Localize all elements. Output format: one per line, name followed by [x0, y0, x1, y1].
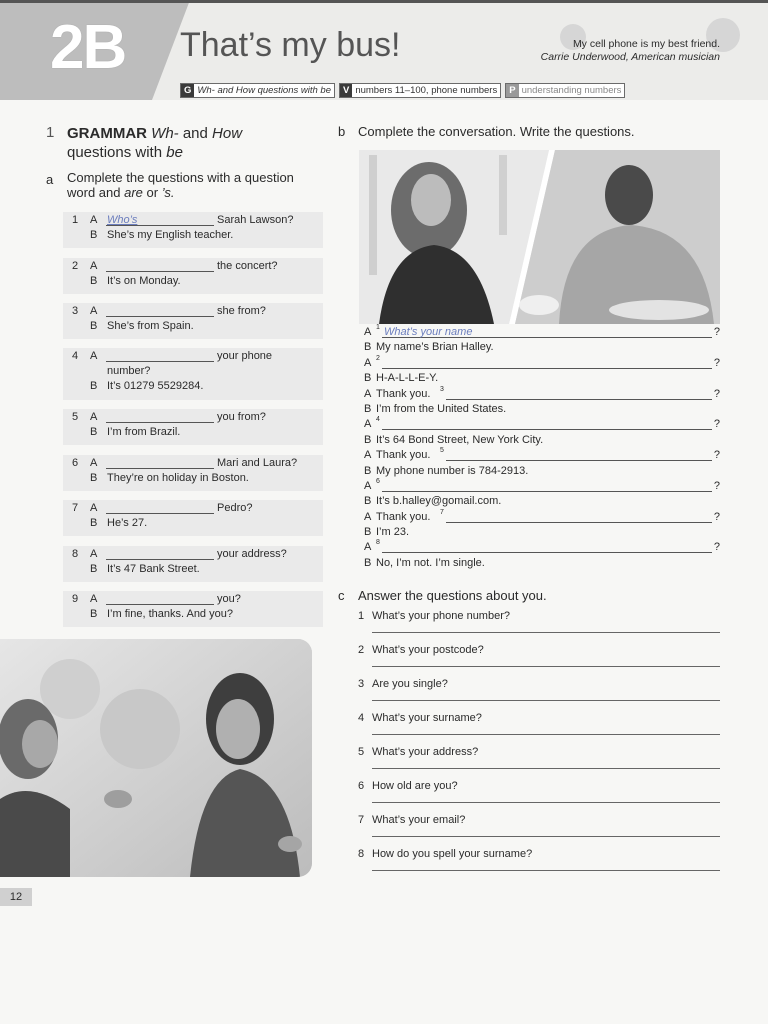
line-text: No, I’m not. I’m single.	[376, 556, 485, 569]
answer-blank[interactable]	[106, 349, 214, 362]
speaker: A	[364, 387, 372, 400]
answer-blank[interactable]	[446, 388, 712, 400]
tag-value: numbers 11–100, phone numbers	[355, 85, 498, 96]
answer-line[interactable]	[372, 768, 720, 769]
speaker: B	[364, 372, 372, 385]
question-number: 8	[376, 539, 380, 547]
conversation-line	[358, 526, 720, 541]
answer-blank[interactable]	[106, 456, 214, 469]
page-title: That’s my bus!	[180, 26, 401, 64]
line-text: Thank you.	[376, 387, 431, 400]
photo-two-women	[0, 639, 312, 877]
page-number: 12	[0, 888, 32, 906]
speaker: B	[364, 464, 372, 477]
question-text: she from?	[217, 305, 266, 317]
response-text: I’m fine, thanks. And you?	[107, 608, 233, 620]
conversation-line	[358, 477, 720, 495]
item-number: 3	[72, 305, 79, 317]
question-number: 7	[358, 814, 365, 826]
answer-blank[interactable]	[106, 259, 214, 272]
line-text: Thank you.	[376, 449, 431, 462]
answer-question	[358, 780, 720, 814]
exercise-item: 9 A you? B I’m fine, thanks. And you?	[72, 593, 241, 620]
question-number: 2	[376, 354, 380, 362]
item-number: 2	[72, 260, 79, 272]
exercise-item: 4 A your phone number? B It’s 01279 5529284.	[72, 350, 273, 392]
line-text: My phone number is 784-2913.	[376, 464, 529, 477]
heading-italic: Wh-	[151, 125, 179, 142]
item-number: 1	[72, 214, 79, 226]
question-text: What’s your postcode?	[372, 644, 484, 656]
question-text: your phone	[217, 350, 273, 362]
heading-text: questions with	[67, 144, 163, 161]
question-number: 6	[358, 780, 365, 792]
line-text: H-A-L-L-E-Y.	[376, 372, 439, 385]
conversation-line	[358, 449, 720, 464]
tag-key: G	[181, 84, 194, 97]
exercise-item: 2 A the concert? B It’s on Monday.	[72, 260, 278, 287]
response-text: She’s from Spain.	[107, 320, 194, 332]
answer-line[interactable]	[372, 802, 720, 803]
line-text: Thank you.	[376, 510, 431, 523]
speaker: B	[364, 402, 372, 415]
conversation-line	[358, 372, 720, 387]
question-mark: ?	[713, 541, 720, 554]
part-b-instruction: Complete the conversation. Write the questions.	[358, 124, 635, 139]
instruction-italic: are	[124, 185, 143, 200]
exercise-item: 8 A your address? B It’s 47 Bank Street.	[72, 548, 287, 575]
part-a-instruction	[67, 170, 317, 200]
speaker: A	[364, 418, 372, 431]
answer-line[interactable]	[372, 632, 720, 633]
quote-text: My cell phone is my best friend.	[572, 38, 720, 50]
conversation-line	[358, 403, 720, 418]
speaker: B	[364, 341, 372, 354]
question-number: 3	[358, 678, 365, 690]
question-mark: ?	[713, 356, 720, 369]
question-mark: ?	[713, 387, 720, 400]
lesson-tags	[180, 83, 625, 97]
speaker: B	[364, 495, 372, 508]
item-number: 9	[72, 593, 79, 605]
answer-question	[358, 712, 720, 746]
question-text: you from?	[217, 411, 266, 423]
question-text: What’s your surname?	[372, 712, 482, 724]
speaker: A	[364, 356, 372, 369]
answer-question	[358, 610, 720, 644]
question-mark: ?	[713, 449, 720, 462]
response-text: It’s 47 Bank Street.	[107, 563, 200, 575]
question-number: 1	[358, 610, 365, 622]
question-text: What’s your phone number?	[372, 610, 510, 622]
question-number: 2	[358, 644, 365, 656]
question-number: 8	[358, 848, 365, 860]
answer-line[interactable]	[372, 666, 720, 667]
item-number: 7	[72, 502, 79, 514]
speaker: A	[364, 541, 372, 554]
speaker: A	[364, 326, 372, 338]
line-text: It’s b.halley@gomail.com.	[376, 495, 502, 508]
answer-blank[interactable]	[382, 541, 712, 553]
answer-question	[358, 644, 720, 678]
example-answer: What’s your name	[384, 326, 473, 338]
section-heading	[67, 124, 327, 162]
conversation-line	[358, 541, 720, 556]
top-rule	[0, 0, 768, 3]
tag-pronunciation	[505, 83, 625, 98]
exercise-item: 5 A you from? B I’m from Brazil.	[72, 411, 266, 438]
conversation-line	[358, 434, 720, 449]
question-number: 5	[358, 746, 365, 758]
tag-value: Wh- and How questions with be	[197, 85, 331, 96]
line-text: It’s 64 Bond Street, New York City.	[376, 433, 544, 446]
conversation-line	[358, 385, 720, 403]
tag-key: V	[340, 84, 352, 97]
conversation	[358, 326, 720, 572]
speaker: A	[364, 479, 372, 492]
question-number: 4	[376, 416, 380, 424]
question-text: What’s your email?	[372, 814, 466, 826]
instruction-text: word and	[67, 185, 121, 200]
answer-line[interactable]	[372, 700, 720, 701]
question-text-cont: number?	[107, 365, 151, 377]
answer-question	[358, 746, 720, 780]
answer-blank[interactable]	[446, 511, 712, 523]
part-b-letter: b	[338, 124, 346, 139]
question-mark: ?	[713, 479, 720, 492]
answer-question	[358, 678, 720, 712]
speaker: A	[364, 449, 372, 462]
response-text: It’s on Monday.	[107, 275, 181, 287]
part-a-letter: a	[46, 172, 54, 187]
conversation-line	[358, 341, 720, 356]
line-text: My name’s Brian Halley.	[376, 341, 494, 354]
instruction-text: or	[146, 185, 159, 200]
conversation-line	[358, 508, 720, 526]
question-text: Mari and Laura?	[217, 457, 298, 469]
response-text: It’s 01279 5529284.	[107, 380, 204, 392]
answer-blank[interactable]	[106, 410, 214, 423]
question-text: Sarah Lawson?	[217, 214, 294, 226]
example-answer: Who’s	[107, 214, 138, 226]
conversation-line	[358, 354, 720, 372]
answer-question	[358, 848, 720, 882]
heading-grammar: GRAMMAR	[67, 125, 147, 142]
line-text: I’m from the United States.	[376, 402, 507, 415]
question-mark: ?	[713, 418, 720, 431]
answer-blank[interactable]	[106, 501, 214, 514]
response-text: She’s my English teacher.	[107, 229, 234, 241]
item-number: 5	[72, 411, 79, 423]
question-mark: ?	[713, 326, 720, 338]
section-number: 1	[46, 124, 55, 141]
speaker: B	[364, 556, 372, 569]
line-text: I’m 23.	[376, 526, 410, 539]
exercise-item: 7 A Pedro? B He’s 27.	[72, 502, 253, 529]
answer-blank[interactable]	[106, 304, 214, 317]
answer-line[interactable]	[372, 836, 720, 837]
question-text: How do you spell your surname?	[372, 848, 533, 860]
unit-number: 2B	[50, 13, 126, 82]
answer-blank[interactable]	[382, 357, 712, 369]
exercise-item: 3 A she from? B She’s from Spain.	[72, 305, 266, 332]
question-number: 5	[440, 447, 444, 455]
answer-blank[interactable]	[446, 449, 712, 461]
heading-italic: be	[166, 144, 183, 161]
heading-text: and	[182, 125, 208, 142]
answer-blank[interactable]	[382, 480, 712, 492]
header-quote	[480, 38, 720, 64]
question-number: 6	[376, 477, 380, 485]
answer-line[interactable]	[372, 870, 720, 871]
answer-blank[interactable]	[382, 418, 712, 430]
answer-blank[interactable]	[106, 592, 214, 605]
answer-question	[358, 814, 720, 848]
question-number: 3	[440, 385, 444, 393]
question-text: How old are you?	[372, 780, 458, 792]
photo-phone-call	[359, 150, 720, 324]
conversation-line	[358, 418, 720, 433]
answer-line[interactable]	[372, 734, 720, 735]
tag-key: P	[506, 84, 518, 97]
conversation-line	[358, 326, 720, 341]
question-number: 1	[376, 324, 380, 331]
conversation-line	[358, 557, 720, 572]
instruction-italic: ’s.	[161, 185, 175, 200]
conversation-line	[358, 465, 720, 480]
item-number: 8	[72, 548, 79, 560]
question-text: Are you single?	[372, 678, 448, 690]
question-text: the concert?	[217, 260, 278, 272]
exercise-item: 6 A Mari and Laura? B They’re on holiday in Boston.	[72, 457, 298, 484]
conversation-line	[358, 495, 720, 510]
part-c-letter: c	[338, 588, 345, 603]
question-number: 4	[358, 712, 365, 724]
exercise-item: 1 A Who’s Sarah Lawson? B She’s my English teacher.	[72, 214, 294, 241]
item-number: 4	[72, 350, 79, 362]
answer-blank[interactable]	[106, 547, 214, 560]
quote-author: Carrie Underwood, American musician	[540, 51, 720, 63]
question-text: Pedro?	[217, 502, 253, 514]
instruction-text: Complete the questions with a question	[67, 170, 294, 185]
speaker: B	[364, 433, 372, 446]
question-text: your address?	[217, 548, 287, 560]
item-number: 6	[72, 457, 79, 469]
part-c-instruction: Answer the questions about you.	[358, 588, 547, 603]
response-text: He’s 27.	[107, 517, 148, 529]
tag-grammar	[180, 83, 335, 98]
response-text: I’m from Brazil.	[107, 426, 181, 438]
response-text: They’re on holiday in Boston.	[107, 472, 249, 484]
speaker: B	[364, 526, 372, 539]
question-text: you?	[217, 593, 241, 605]
speaker: A	[364, 510, 372, 523]
question-mark: ?	[713, 510, 720, 523]
question-number: 7	[440, 508, 444, 516]
heading-italic: How	[212, 125, 243, 142]
tag-value: understanding numbers	[521, 85, 622, 96]
question-text: What’s your address?	[372, 746, 479, 758]
tag-vocabulary	[339, 83, 501, 98]
